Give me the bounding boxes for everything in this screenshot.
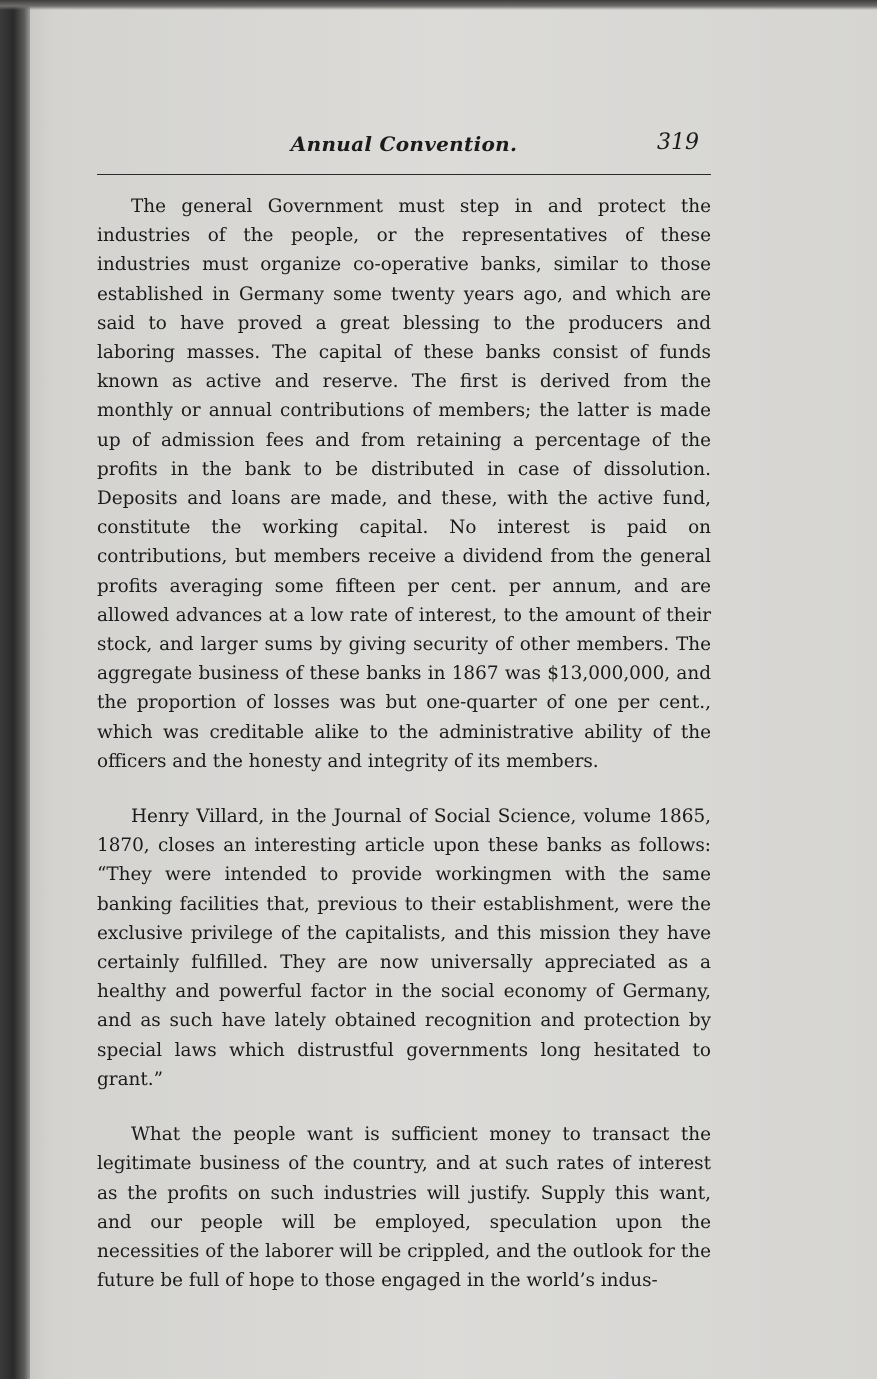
page-number: 319: [657, 130, 699, 155]
page-top-edge: [0, 0, 877, 10]
page-content: [97, 128, 711, 1321]
paragraph-villard-quote: Henry Villard, in the Journal of Social Science, volume 1865, 1870, closes an interesting article upon these banks as follows: “They were intended to provide workingmen with the same banking facilities that, previous to their establishment, were the exclusive privilege of the capitalists, and this mission they have certainly fulfilled. They are now universally appreciated as a healthy and powerful factor in the social economy of Germany, and as such have lately obtained recognition and protection by special laws which distrustful governments long hesitated to grant.”: [97, 806, 711, 1090]
page-header: [97, 128, 711, 166]
running-title: Annual Convention.: [290, 132, 518, 156]
book-binding-edge: [0, 0, 30, 1379]
header-rule: [97, 174, 711, 175]
paragraph-cooperative-banks: The general Government must step in and protect the industries of the people, or the representatives of these industries must organize co-operative banks, similar to those established in Germany some twenty years ago, and which are said to have proved a great blessing to the producers and laboring masses. The capital of these banks consist of funds known as active and reserve. The first is derived from the monthly or annual contributions of members; the latter is made up of admission fees and from retaining a percentage of the profits in the bank to be distributed in case of dissolution. Deposits and loans are made, and these, with the active fund, constitute the working capital. No interest is paid on contributions, but members receive a dividend from the general profits averaging some fifteen per cent. per annum, and are allowed advances at a low rate of interest, to the amount of their stock, and larger sums by giving security of other members. The aggregate business of these banks in 1867 was $13,000,000, and the proportion of losses was but one-quarter of one per cent., which was creditable alike to the administrative ability of the officers and the honesty and integrity of its members.: [97, 196, 711, 772]
paragraph-what-people-want: What the people want is sufficient money to transact the legitimate business of the country, and at such rates of interest as the profits on such industries will justify. Supply this want, and our people will be employed, speculation upon the necessities of the laborer will be crippled, and the outlook for the future be full of hope to those engaged in the world’s indus-: [97, 1124, 711, 1292]
body-text: [97, 166, 711, 1295]
